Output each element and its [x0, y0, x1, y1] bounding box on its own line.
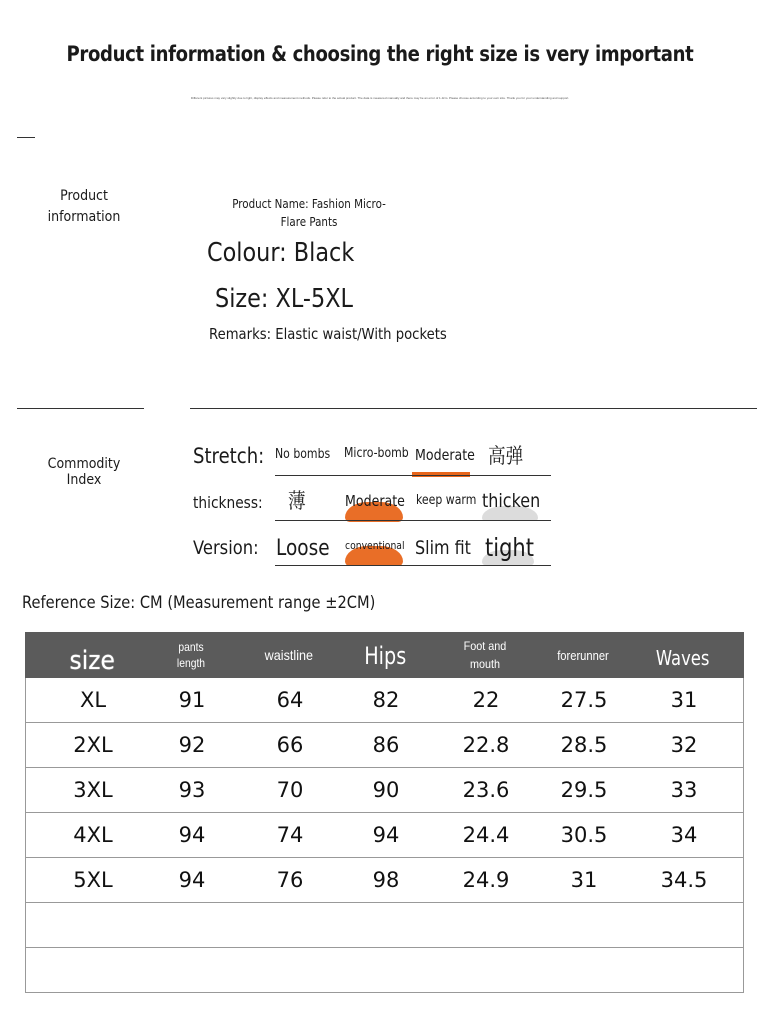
table-cell: 2XL: [73, 733, 113, 757]
table-cell: XL: [79, 688, 107, 712]
header-foot-and-mouth: Foot and mouth: [463, 639, 507, 671]
table-cell: 90: [372, 778, 400, 802]
table-cell: 28.5: [560, 733, 608, 757]
table-cell: 98: [372, 868, 400, 892]
table-cell: 29.5: [560, 778, 608, 802]
table-cell: 94: [178, 868, 206, 892]
thickness-option-thin: 薄: [288, 489, 306, 513]
table-cell: 64: [276, 688, 304, 712]
table-row: [25, 678, 744, 723]
size-table-caption: Reference Size: CM (Measurement range ±2CM): [22, 593, 376, 613]
table-cell: 34.5: [660, 868, 708, 892]
table-cell: 70: [276, 778, 304, 802]
table-cell: 74: [276, 823, 304, 847]
table-cell: 94: [178, 823, 206, 847]
product-name: Product Name: Fashion Micro-Flare Pants: [232, 197, 386, 229]
commodity-index-label: Commodity Index: [47, 456, 121, 488]
stretch-option-no-bombs: No bombs: [275, 447, 331, 462]
table-cell: 31: [670, 688, 698, 712]
stretch-underline: [275, 475, 551, 476]
version-option-tight: tight: [485, 533, 534, 562]
header-forerunner: forerunner: [557, 647, 609, 663]
table-cell: 3XL: [73, 778, 113, 802]
table-row: [25, 723, 744, 768]
table-row: [25, 813, 744, 858]
disclaimer-fine-print: Different pictures may vary slightly due to light, display effects and measurement methods. Please refer to the actual product. The data is measured manually and there may be an error of 1-3cm. Please choose according to your own size. Thank you for your understanding and support.: [190, 96, 570, 100]
page-title: Product information & choosing the right size is very important: [66, 42, 694, 66]
version-label: Version:: [193, 537, 259, 559]
thickness-option-thicken: thicken: [482, 490, 541, 512]
table-cell: 22.8: [462, 733, 510, 757]
header-pants-length: pants length: [176, 640, 206, 670]
table-cell: 66: [276, 733, 304, 757]
size-table: [25, 632, 744, 993]
table-cell: 4XL: [73, 823, 113, 847]
table-cell: 32: [670, 733, 698, 757]
table-cell: 94: [372, 823, 400, 847]
table-cell: 82: [372, 688, 400, 712]
header-hips: Hips: [364, 642, 406, 670]
product-colour: Colour: Black: [207, 238, 355, 268]
product-size: Size: XL-5XL: [215, 284, 354, 314]
stretch-option-moderate: Moderate: [415, 446, 475, 464]
table-row: [25, 858, 744, 903]
divider-right: [190, 408, 757, 409]
table-row: [25, 768, 744, 813]
stretch-label: Stretch:: [193, 444, 265, 468]
table-cell: 22: [472, 688, 500, 712]
table-cell: 91: [178, 688, 206, 712]
table-cell: 92: [178, 733, 206, 757]
size-table-header: [25, 632, 744, 678]
version-option-conventional: conventional: [345, 539, 405, 552]
header-waves: Waves: [656, 646, 710, 670]
header-size: size: [69, 646, 115, 676]
table-cell: 76: [276, 868, 304, 892]
stretch-option-high: 高弹: [488, 444, 524, 468]
thickness-underline: [275, 520, 551, 521]
table-cell: 24.9: [462, 868, 510, 892]
table-cell: 34: [670, 823, 698, 847]
table-cell: 86: [372, 733, 400, 757]
table-cell: 31: [570, 868, 598, 892]
version-option-slim-fit: Slim fit: [415, 537, 471, 559]
version-option-loose: Loose: [276, 536, 330, 561]
table-cell: 5XL: [73, 868, 113, 892]
table-cell: 30.5: [560, 823, 608, 847]
thickness-option-keep-warm: keep warm: [416, 493, 477, 508]
version-underline: [275, 565, 551, 566]
table-row-empty: [25, 948, 744, 993]
table-cell: 93: [178, 778, 206, 802]
table-cell: 27.5: [560, 688, 608, 712]
product-info-label: Product information: [47, 188, 121, 225]
thickness-option-moderate: Moderate: [345, 492, 405, 510]
thickness-label: thickness:: [193, 493, 263, 512]
table-cell: 24.4: [462, 823, 510, 847]
divider-dash: [17, 137, 35, 138]
divider-left: [17, 408, 144, 409]
header-waistline: waistline: [264, 647, 314, 663]
table-cell: 23.6: [462, 778, 510, 802]
product-remarks: Remarks: Elastic waist/With pockets: [209, 325, 447, 343]
stretch-option-micro-bomb: Micro-bomb: [344, 446, 409, 461]
table-cell: 33: [670, 778, 698, 802]
table-row-empty: [25, 903, 744, 948]
